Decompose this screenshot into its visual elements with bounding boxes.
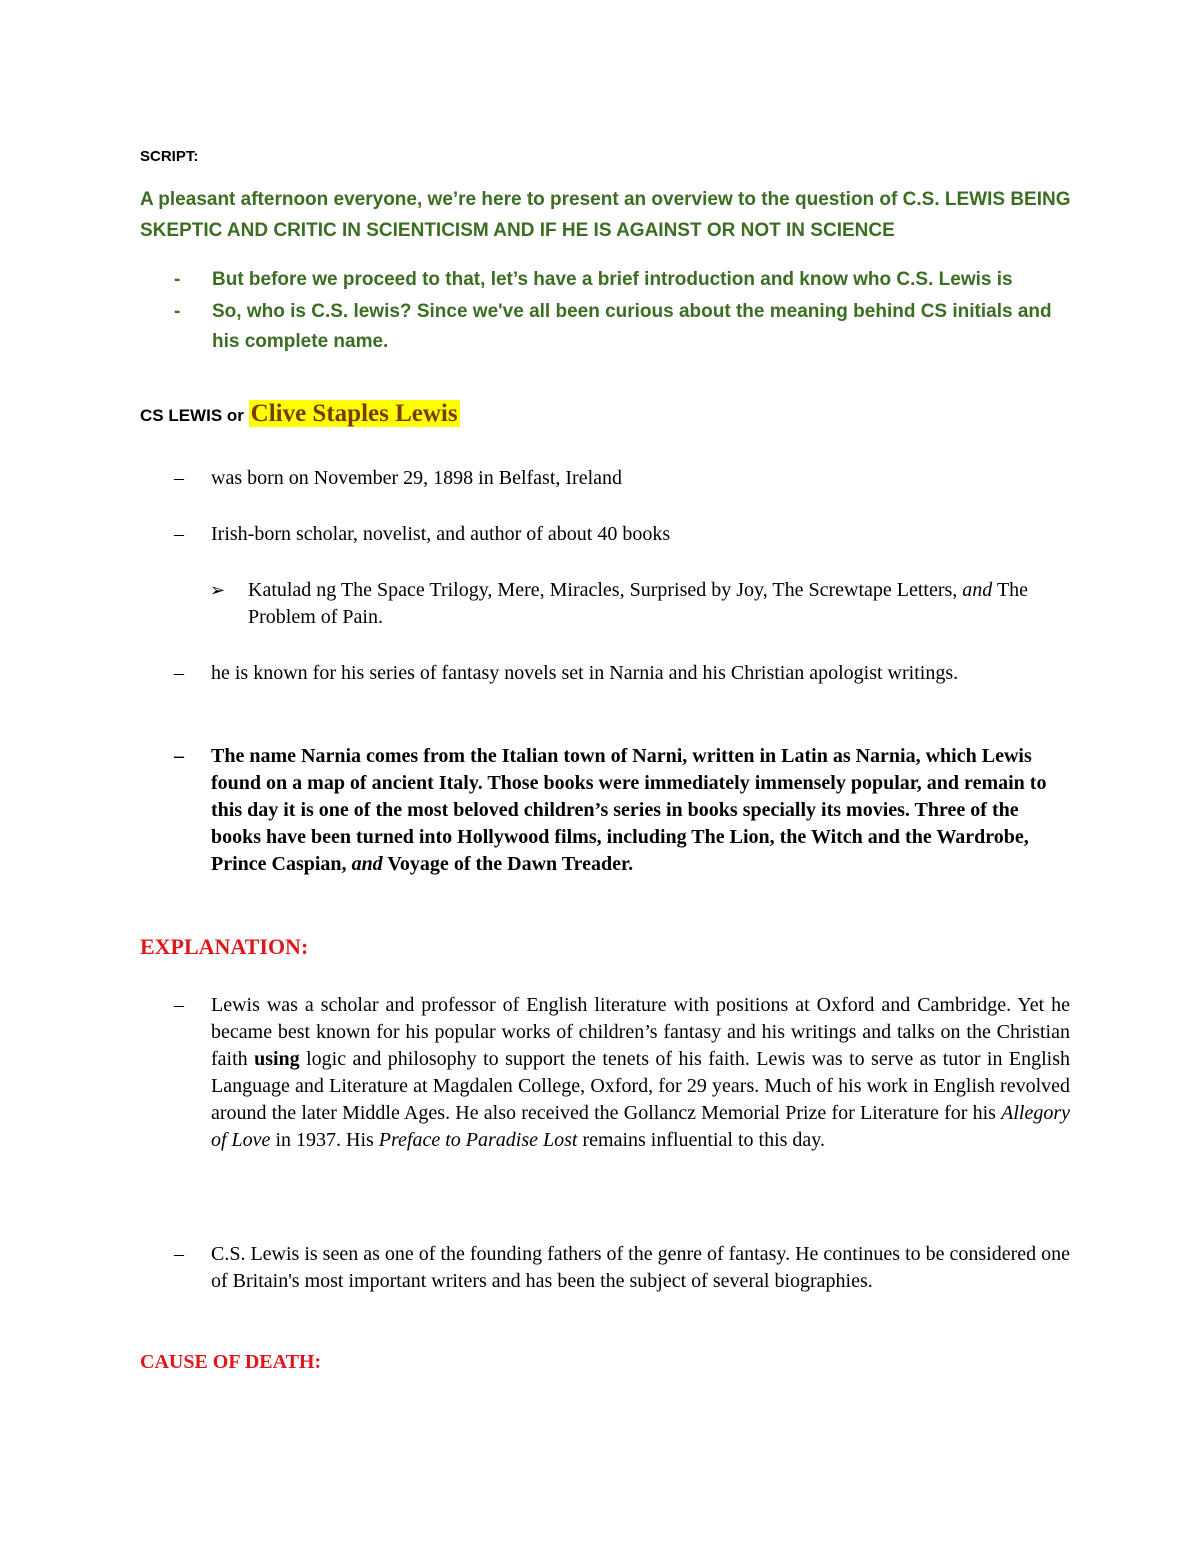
bullet-dash: –	[174, 745, 184, 767]
narnia-text-part2: Voyage of the Dawn Treader.	[387, 853, 634, 875]
narnia-text-and: and	[351, 853, 383, 875]
bullet-dash: –	[174, 467, 184, 489]
preface-title: Preface to Paradise Lost	[378, 1129, 578, 1151]
bullet-dash: –	[174, 662, 184, 684]
explanation-text-d: remains influential to this day.	[582, 1129, 826, 1151]
intro-paragraph: A pleasant afternoon everyone, we’re here to present an overview to the question of C.S. LEWIS BEING SKEPTIC AND CRITIC IN SCIENTICISM AND IF HE IS AGAINST OR NOT IN SCIENCE	[140, 189, 1071, 241]
bullet-dash: –	[174, 523, 184, 545]
name-prefix: CS LEWIS or	[140, 406, 244, 425]
bio-item-scholar	[140, 521, 1070, 548]
bio-item-known	[140, 660, 1070, 687]
books-sub-item	[210, 577, 1068, 631]
full-name-highlight: Clive Staples Lewis	[250, 400, 458, 427]
name-heading	[140, 400, 460, 428]
explanation-item-1	[140, 992, 1070, 1154]
intro-bullet-text: So, who is C.S. lewis? Since we've all been curious about the meaning behind CS initials and his complete name.	[212, 301, 1052, 352]
bullet-dash: –	[174, 994, 184, 1016]
script-label: SCRIPT:	[140, 148, 199, 165]
explanation-heading: EXPLANATION:	[140, 934, 309, 959]
bullet-dash: –	[174, 1243, 184, 1265]
explanation-text-b: logic and philosophy to support the tenets of his faith. Lewis was to serve as tutor in English Language and Literature at Magdalen College, Oxford, for 29 years. Much of his work in English revolved around the later Middle Ages. He also received the Gollancz Memorial Prize for Literature for his	[211, 1048, 1071, 1124]
allegory-title: Allegory of Love	[211, 1102, 1070, 1151]
bio-known-text: he is known for his series of fantasy novels set in Narnia and his Christian apologist writings.	[211, 662, 959, 684]
arrow-bullet-icon: ➢	[210, 580, 226, 600]
intro-bullet-list	[140, 265, 1080, 357]
explanation-text-using: using	[254, 1048, 300, 1070]
narnia-text-part1: The name Narnia comes from the Italian town of Narni, written in Latin as Narnia, which Lewis found on a map of ancient Italy. Those books were immediately immensely popular, and remain to this day it is one of the most beloved children’s series in books specially its movies. Three of the books have been turned into Hollywood films, including The Lion, the Witch and the Wardrobe, Prince Caspian,	[211, 745, 1047, 875]
bio-born-text: was born on November 29, 1898 in Belfast, Ireland	[211, 467, 623, 489]
intro-bullet-item	[140, 265, 1080, 295]
bio-item-narnia	[140, 743, 1070, 878]
books-text-part1: Katulad ng The Space Trilogy, Mere, Miracles, Surprised by Joy, The Screwtape Letters,	[248, 579, 958, 601]
intro-bullet-text: But before we proceed to that, let’s have a brief introduction and know who C.S. Lewis is	[212, 269, 1013, 290]
explanation-item-2	[140, 1241, 1070, 1295]
explanation-text-2: C.S. Lewis is seen as one of the founding fathers of the genre of fantasy. He continues to be considered one of Britain's most important writers and has been the subject of several biographies.	[211, 1243, 1071, 1292]
bio-scholar-text: Irish-born scholar, novelist, and author of about 40 books	[211, 523, 671, 545]
cause-of-death-heading: CAUSE OF DEATH:	[140, 1351, 322, 1373]
books-text-and: and	[962, 579, 993, 601]
bio-item-born	[140, 465, 1070, 492]
books-text-part2: The Problem of Pain.	[248, 579, 1029, 628]
bullet-dash: -	[174, 301, 181, 322]
explanation-text-a: Lewis was a scholar and professor of English literature with positions at Oxford and Cambridge. Yet he became best known for his popular works of children’s fantasy and his writings and talks on the Christian faith	[211, 994, 1070, 1070]
bullet-dash: -	[174, 269, 181, 290]
intro-bullet-item	[140, 297, 1080, 357]
explanation-text-c: in 1937. His	[275, 1129, 374, 1151]
